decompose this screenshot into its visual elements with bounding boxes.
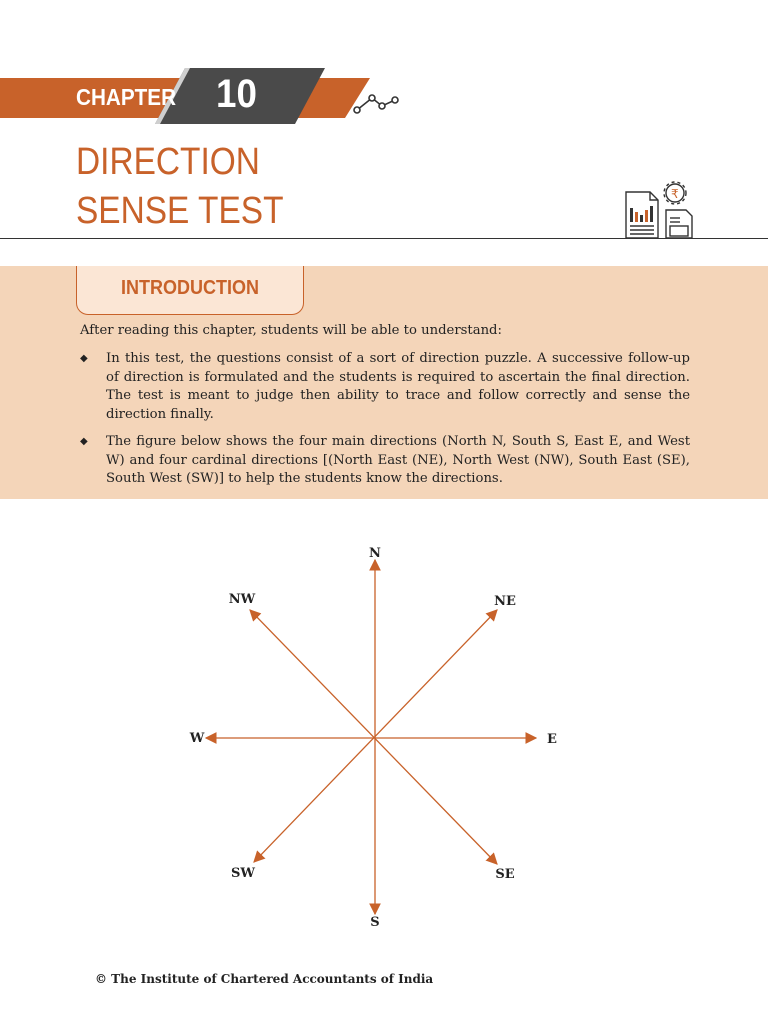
bullet-text: The figure below shows the four main directions (North N, South S, East E, and West W) and four cardinal directions [(North East (NE), North West (NW), South East (SE), South West (SW)] to help the students know the directions. [106,434,690,486]
label-south: S [370,915,380,930]
label-south-west: SW [231,866,255,881]
trend-line-icon [354,95,398,113]
compass-diagram [180,540,580,940]
svg-text:₹: ₹ [671,187,679,201]
page-title [76,138,284,236]
introduction-heading-box [76,266,304,315]
label-north: N [369,546,381,561]
header-divider [0,238,768,239]
intro-bullet-list [80,350,690,498]
list-item [80,350,690,424]
chapter-label: CHAPTER [76,84,177,110]
document-icons [620,180,696,240]
footer-copyright: © The Institute of Chartered Accountants of India [95,972,434,986]
rupee-gear-icon [664,182,686,204]
label-south-east: SE [495,867,515,882]
document-icon [666,210,692,238]
introduction-heading: INTRODUCTION [120,277,259,299]
list-item [80,433,690,489]
label-north-east: NE [494,594,516,609]
label-north-west: NW [228,592,256,607]
chapter-number: 10 [216,72,257,116]
intro-lead-text: After reading this chapter, students will be able to understand: [80,323,502,338]
report-chart-icon [626,192,658,238]
label-west: W [189,731,205,746]
title-line-2: SENSE TEST [76,190,284,232]
bullet-text: In this test, the questions consist of a sort of direction puzzle. A successive follow-up of direction is formulated and the students is required to ascertain the final direction. The test is meant to judge then ability to trace and follow correctly and sense the direction finally. [106,351,690,422]
chapter-banner [0,0,768,140]
diamond-bullet-icon: ◆ [80,353,88,364]
label-east: E [547,732,557,747]
diamond-bullet-icon: ◆ [80,436,88,447]
title-line-1: DIRECTION [76,141,260,183]
